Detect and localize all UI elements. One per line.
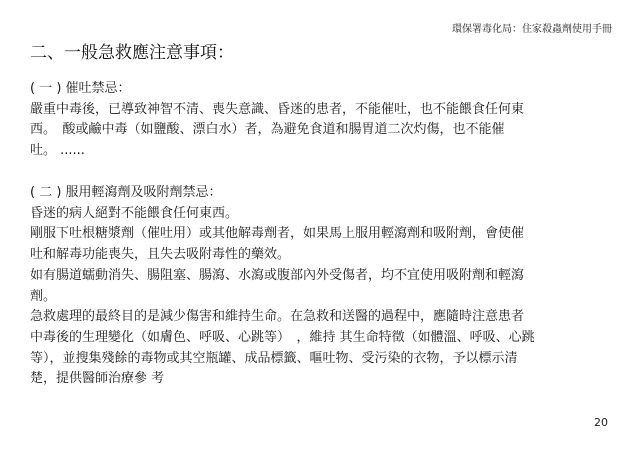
paragraph-line: 剛服下吐根糖漿劑（催吐用）或其他解毒劑者，如果馬上服用輕瀉劑和吸附劑，會使催 <box>30 226 525 242</box>
paragraph-line: 劑。 <box>30 288 57 304</box>
section-laxative-adsorbent-contraindications <box>30 183 610 390</box>
page-number: 20 <box>594 416 608 429</box>
paragraph-line: 吐。 ...... <box>30 143 85 159</box>
page-title: 二、一般急救應注意事項： <box>30 43 234 63</box>
paragraph-line: 昏迷的病人絕對不能餵食任何東西。 <box>30 205 239 221</box>
paragraph-line: 等），並搜集殘餘的毒物或其空瓶罐、成品標籤、嘔吐物、受污染的衣物，予以標示清 <box>30 350 518 366</box>
section-heading: ( 一 ) 催吐禁忌： <box>30 81 131 96</box>
paragraph-line: 如有腸道蠕動消失、腸阻塞、腸瀉、水瀉或腹部內外受傷者，均不宜使用吸附劑和輕瀉 <box>30 267 525 283</box>
paragraph-line: 急救處理的最終目的是減少傷害和維持生命。在急救和送醫的過程中，應隨時注意患者 <box>30 309 525 325</box>
paragraph-line: 吐和解毒功能喪失，且失去吸附毒性的藥效。 <box>30 247 291 263</box>
paragraph-line: 中毒後的生理變化（如膚色、呼吸、心跳等） ，維持 其生命特徵（如體溫、呼吸、心跳 <box>30 329 535 345</box>
section-heading: ( 二 ) 服用輕瀉劑及吸附劑禁忌： <box>30 185 222 200</box>
document-source-header: 環保署毒化局：住家殺蟲劑使用手冊 <box>452 24 612 35</box>
section-emesis-contraindications <box>30 79 610 162</box>
paragraph-line: 楚，提供醫師治療參 考 <box>30 371 165 387</box>
paragraph-line: 嚴重中毒後，已導致神智不清、喪失意識、昏迷的患者，不能催吐，也不能餵食任何東 <box>30 101 525 117</box>
paragraph-line: 西。 酸或鹼中毒（如鹽酸、漂白水）者，為避免食道和腸胃道二次灼傷，也不能催 <box>30 122 505 138</box>
